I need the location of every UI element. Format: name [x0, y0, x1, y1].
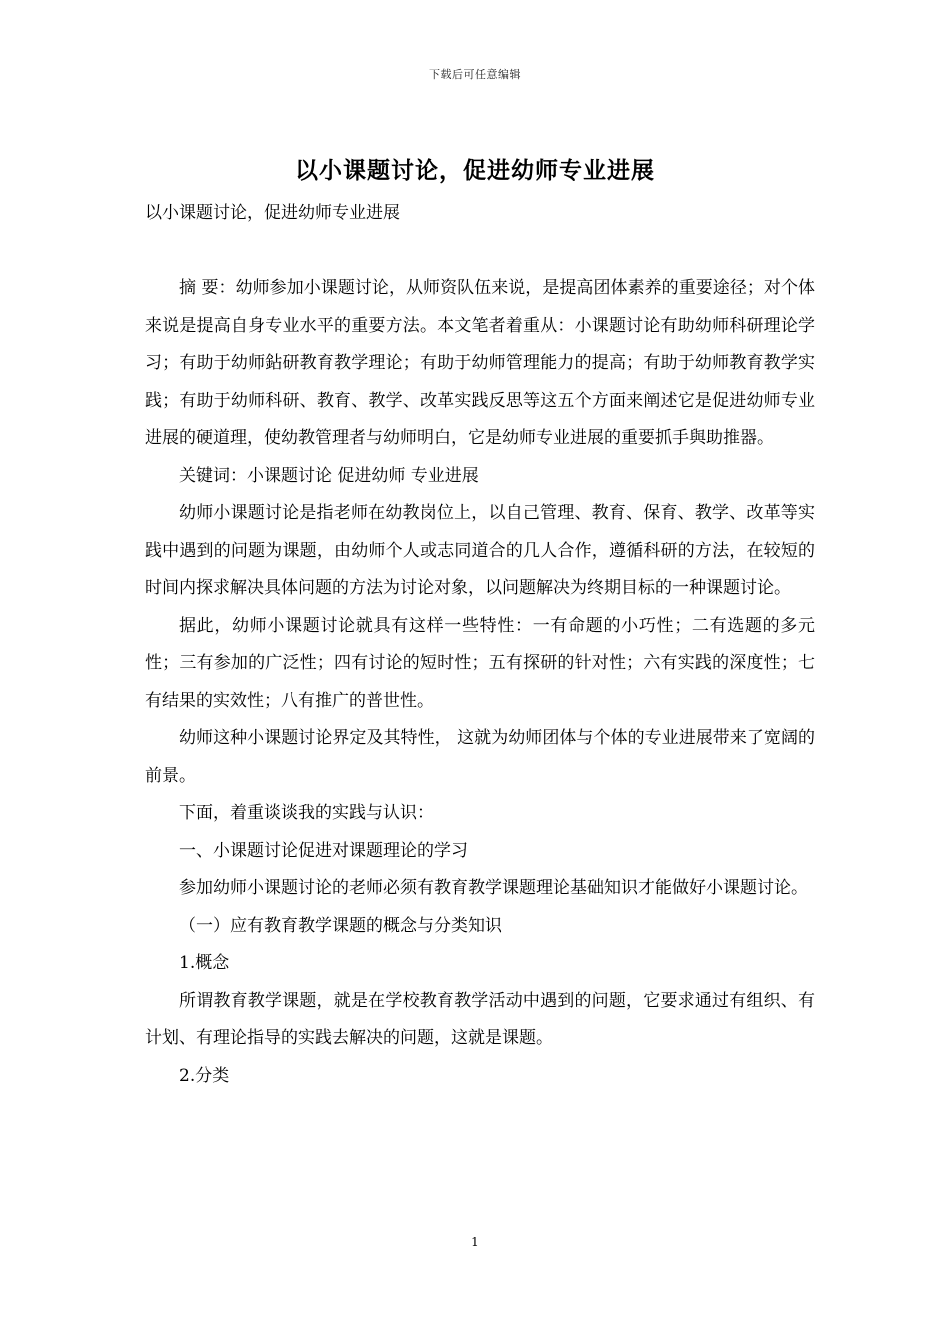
subsection-heading: （一）应有教育教学课题的概念与分类知识 — [179, 915, 502, 936]
document-title: 以小课题讨论，促进幼师专业进展 — [295, 157, 655, 184]
document-subtitle: 以小课题讨论，促进幼师专业进展 — [145, 203, 400, 223]
body-paragraph: 幼师这种小课题讨论界定及其特性， 这就为幼师团体与个体的专业进展带来了宽阔的前景。 — [145, 728, 815, 786]
body-paragraph: 所谓教育教学课题，就是在学校教育教学活动中遇到的问题，它要求通过有组织、有计划、有理论指导的实践去解决的问题，这就是课题。 — [145, 990, 815, 1048]
page-header-note: 下载后可任意编辑 — [429, 68, 521, 81]
body-paragraph: 幼师小课题讨论是指老师在幼教岗位上，以自己管理、教育、保育、教学、改革等实践中遇到的问题为课题，由幼师个人或志同道合的几人合作，遵循科研的方法，在较短的时间内探求解决具体问题的方法为讨论对象，以问题解决为终期目标的一种课题讨论。 — [145, 503, 815, 598]
numbered-heading: 1.概念 — [179, 953, 230, 973]
numbered-heading: 2.分类 — [179, 1065, 230, 1086]
body-paragraph: 下面，着重谈谈我的实践与认识： — [179, 803, 434, 823]
keywords-paragraph: 关键词：小课题讨论 促进幼师 专业进展 — [179, 465, 479, 486]
document-body — [145, 195, 815, 1095]
body-paragraph: 据此，幼师小课题讨论就具有这样一些特性：一有命题的小巧性；二有选题的多元性；三有参加的广泛性；四有讨论的短时性；五有探研的针对性；六有实践的深度性；七有结果的实效性；八有推广的普世性。 — [145, 615, 815, 711]
body-paragraph: 参加幼师小课题讨论的老师必须有教育教学课题理论基础知识才能做好小课题讨论。 — [179, 878, 808, 898]
section-heading: 一、小课题讨论促进对课题理论的学习 — [179, 840, 468, 861]
abstract-paragraph: 摘 要：幼师参加小课题讨论，从师资队伍来说，是提高团体素养的重要途径；对个体来说是提高自身专业水平的重要方法。本文笔者着重从：小课题讨论有助幼师科研理论学习；有助于幼师鉆研教育教学理论；有助于幼师管理能力的提高；有助于幼师教育教学实践；有助于幼师科研、教育、教学、改革实践反思等这五个方面来阐述它是促进幼师专业进展的硬道理，使幼教管理者与幼师明白，它是幼师专业进展的重要抓手與助推器。 — [145, 278, 815, 448]
page-number: 1 — [471, 1235, 479, 1249]
